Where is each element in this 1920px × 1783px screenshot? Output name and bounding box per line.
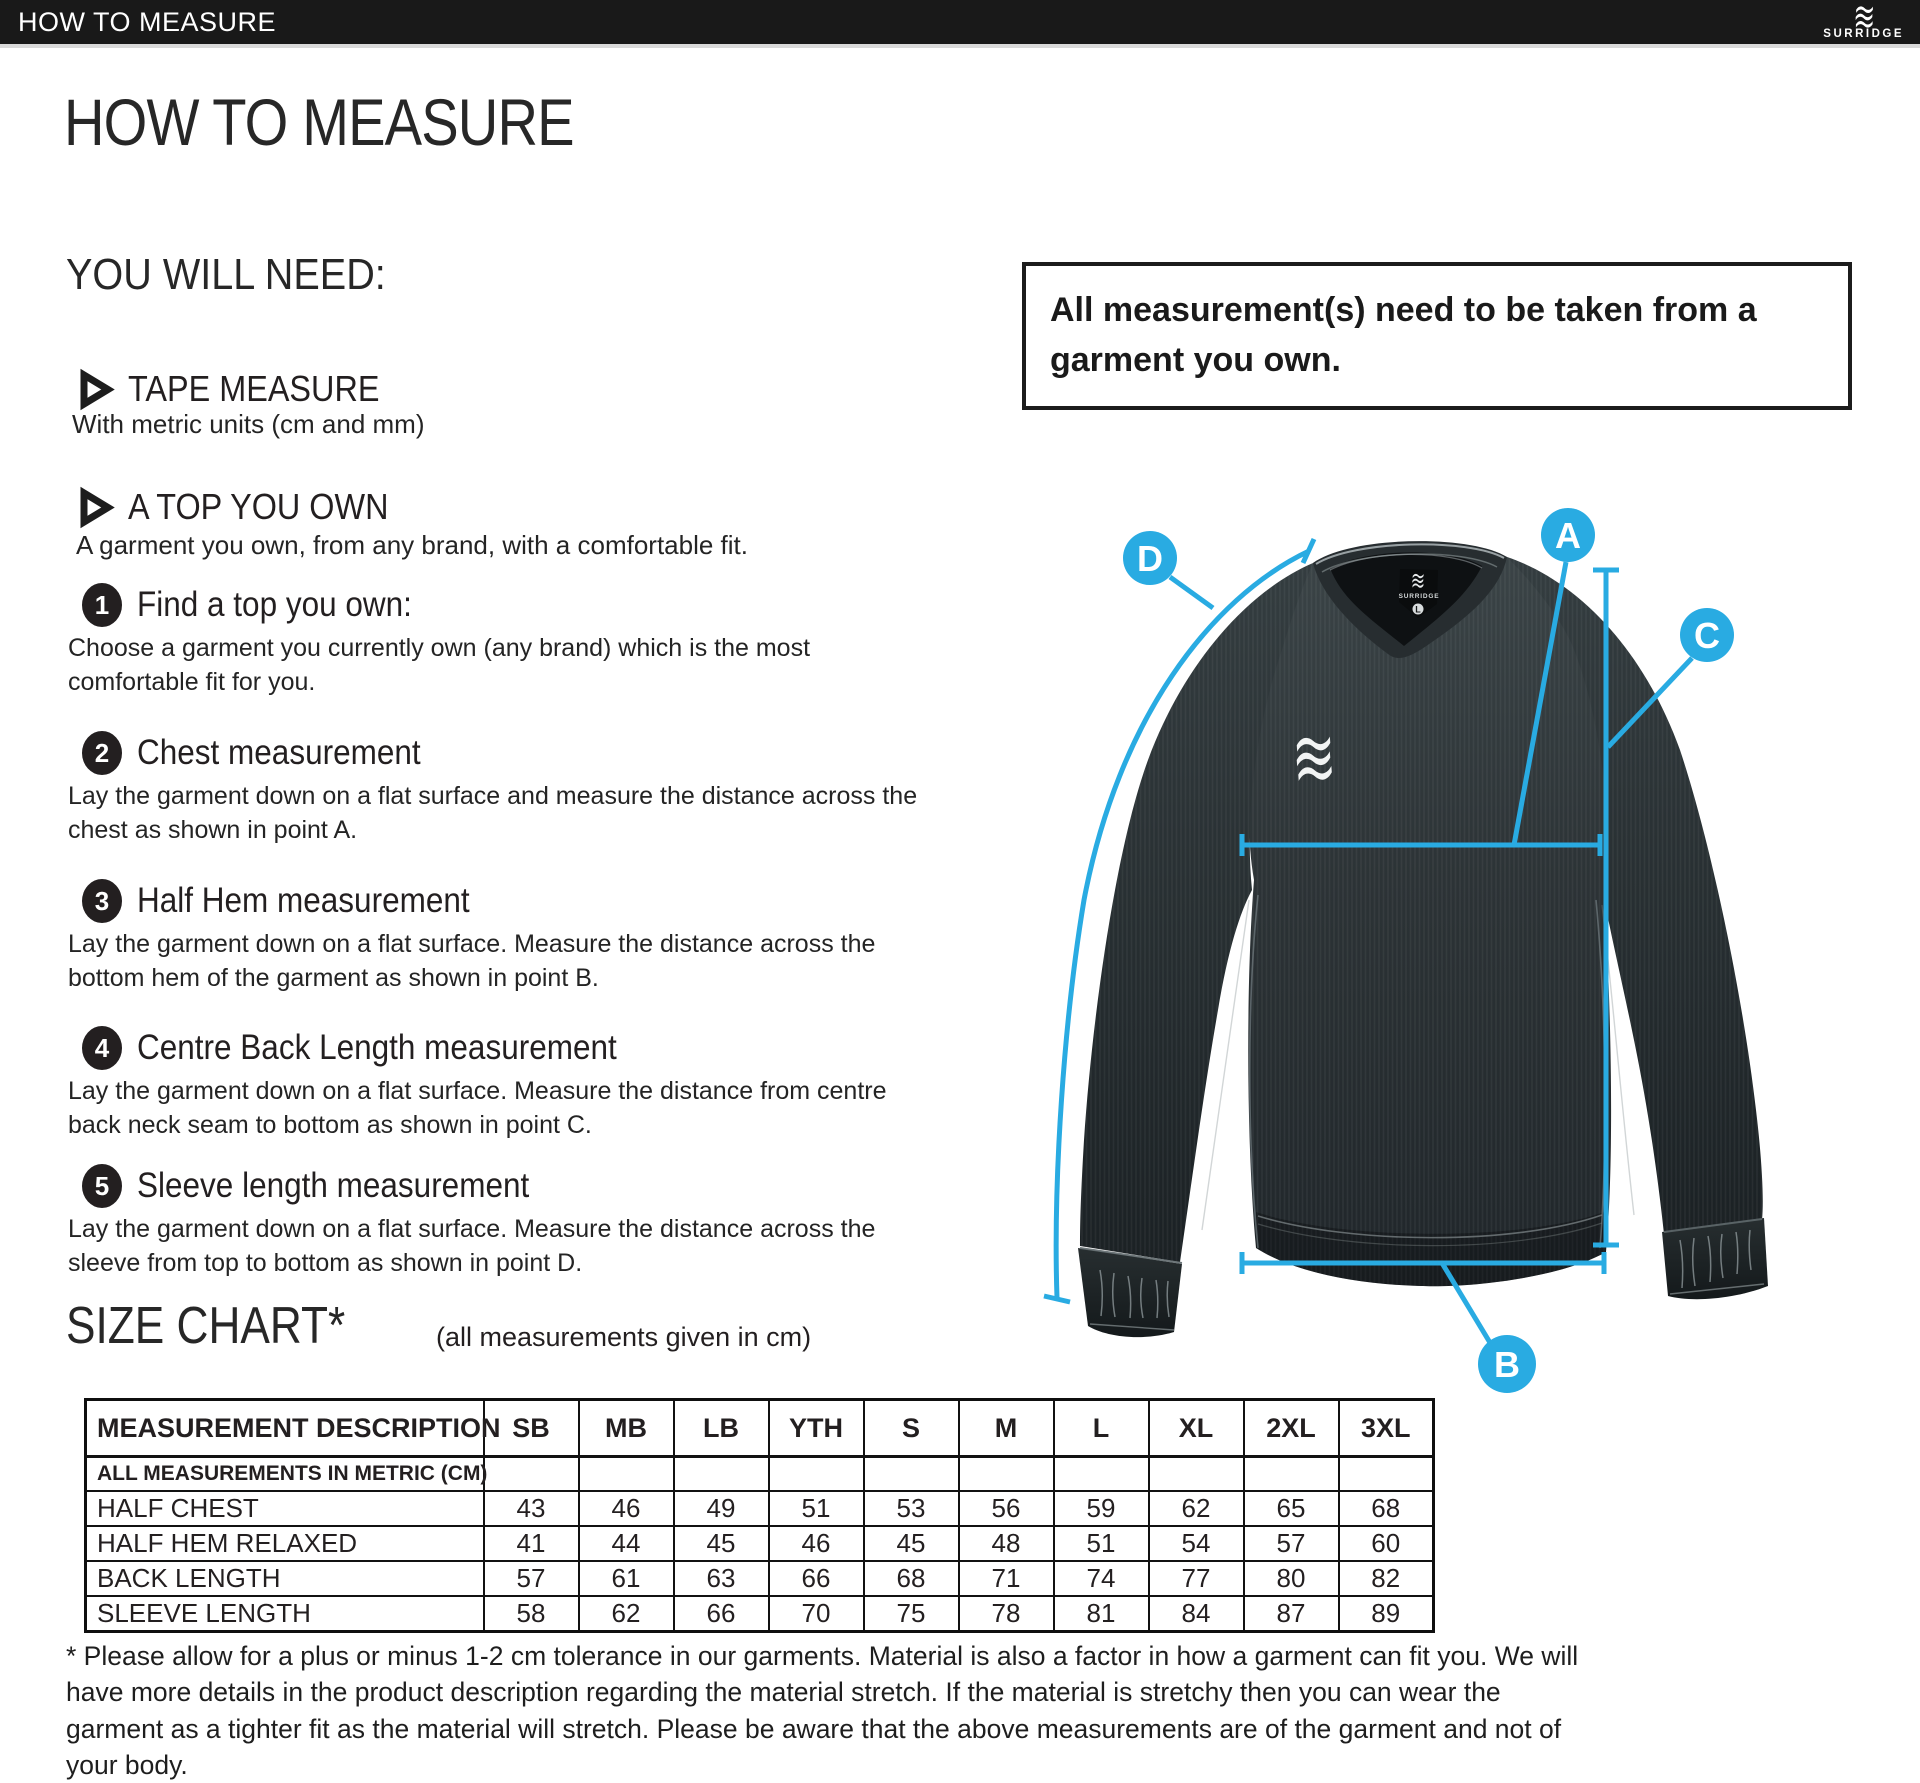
step-title: Sleeve length measurement	[137, 1166, 530, 1205]
table-note: ALL MEASUREMENTS IN METRIC (CM)	[86, 1457, 484, 1492]
table-row	[86, 1491, 1434, 1526]
measurement-notice-box	[1022, 262, 1852, 410]
chest-logo-s	[1295, 736, 1333, 781]
cell-value: 87	[1244, 1596, 1339, 1632]
you-will-need-heading: YOU WILL NEED:	[66, 250, 386, 299]
cell-value: 68	[864, 1561, 959, 1596]
neck-label-size: L	[1415, 604, 1421, 615]
column-header: MEASUREMENT DESCRIPTION	[86, 1400, 484, 1457]
cell-value: 62	[579, 1596, 674, 1632]
step-number-badge: 5	[82, 1164, 122, 1208]
page-title: HOW TO MEASURE	[64, 85, 574, 159]
neck-label-brand: SURRIDGE	[1398, 593, 1440, 600]
cell-value: 57	[484, 1561, 579, 1596]
cell-value: 61	[579, 1561, 674, 1596]
step-1-header	[82, 583, 442, 627]
cell-value: 62	[1149, 1491, 1244, 1526]
column-header: M	[959, 1400, 1054, 1457]
column-header: S	[864, 1400, 959, 1457]
column-header: XL	[1149, 1400, 1244, 1457]
cell-value: 78	[959, 1596, 1054, 1632]
cell-value: 45	[674, 1526, 769, 1561]
point-label-c: C	[1694, 615, 1720, 656]
cell-value: 56	[959, 1491, 1054, 1526]
table-row	[86, 1526, 1434, 1561]
cell-value: 81	[1054, 1596, 1149, 1632]
cell-value: 71	[959, 1561, 1054, 1596]
row-label: BACK LENGTH	[86, 1561, 484, 1596]
step-number-badge: 2	[82, 731, 122, 775]
cell-value: 70	[769, 1596, 864, 1632]
row-label: SLEEVE LENGTH	[86, 1596, 484, 1632]
column-header: MB	[579, 1400, 674, 1457]
need-item-tape-measure	[80, 368, 407, 410]
size-chart-table	[84, 1398, 1435, 1633]
tolerance-footnote: * Please allow for a plus or minus 1-2 cm tolerance in our garments. Material is also a factor in how a garment can fit you. We will have more details in the product description regarding the material stretch. If the material is stretchy then you can wear the garment as a tighter fit as the material will stretch. Please be aware that the above measurements are of the garment and not of your body.	[66, 1641, 1579, 1780]
step-4-description: Lay the garment down on a flat surface. Measure the distance from centre back neck seam to bottom as shown in point C.	[68, 1077, 887, 1139]
cell-value: 45	[864, 1526, 959, 1561]
cell-value: 84	[1149, 1596, 1244, 1632]
step-title: Half Hem measurement	[137, 881, 470, 920]
size-chart-heading: SIZE CHART*	[66, 1297, 346, 1355]
brand-logo	[1823, 5, 1920, 40]
step-number-badge: 3	[82, 879, 122, 923]
cell-value: 53	[864, 1491, 959, 1526]
need-item-top-you-own	[80, 486, 417, 528]
table-row	[86, 1596, 1434, 1632]
step-1-description: Choose a garment you currently own (any brand) which is the most comfortable fit for you.	[68, 634, 811, 696]
cell-value: 44	[579, 1526, 674, 1561]
surridge-s-icon	[1851, 5, 1877, 29]
table-note-row	[86, 1457, 1434, 1492]
need-item-description: With metric units (cm and mm)	[72, 409, 425, 439]
cell-value: 57	[1244, 1526, 1339, 1561]
step-2-header	[82, 731, 452, 775]
sweater-torso	[1248, 545, 1632, 1286]
cell-value: 89	[1339, 1596, 1434, 1632]
point-label-d: D	[1137, 538, 1163, 579]
point-label-a: A	[1555, 515, 1581, 556]
cell-value: 80	[1244, 1561, 1339, 1596]
step-number-badge: 1	[82, 583, 122, 627]
cell-value: 46	[579, 1491, 674, 1526]
step-5-header	[82, 1164, 573, 1208]
step-2-description: Lay the garment down on a flat surface and measure the distance across the chest as shown in point A.	[68, 782, 918, 844]
cell-value: 58	[484, 1596, 579, 1632]
cell-value: 46	[769, 1526, 864, 1561]
cell-value: 77	[1149, 1561, 1244, 1596]
table-row	[86, 1561, 1434, 1596]
cell-value: 43	[484, 1491, 579, 1526]
row-label: HALF CHEST	[86, 1491, 484, 1526]
cell-value: 51	[1054, 1526, 1149, 1561]
brand-name: SURRIDGE	[1823, 27, 1904, 40]
cell-value: 75	[864, 1596, 959, 1632]
triangle-bullet-icon	[80, 489, 113, 526]
cell-value: 63	[674, 1561, 769, 1596]
cell-value: 51	[769, 1491, 864, 1526]
point-label-b: B	[1494, 1344, 1520, 1385]
cell-value: 59	[1054, 1491, 1149, 1526]
cell-value: 66	[674, 1596, 769, 1632]
step-3-header	[82, 879, 507, 923]
step-3-description: Lay the garment down on a flat surface. Measure the distance across the bottom hem of the garment as shown in point B.	[68, 930, 876, 992]
cell-value: 66	[769, 1561, 864, 1596]
cell-value: 48	[959, 1526, 1054, 1561]
step-number-badge: 4	[82, 1026, 122, 1070]
need-item-title: TAPE MEASURE	[128, 368, 380, 409]
column-header: 2XL	[1244, 1400, 1339, 1457]
step-title: Find a top you own:	[137, 585, 412, 624]
size-chart-subheading: (all measurements given in cm)	[436, 1322, 812, 1352]
cell-value: 65	[1244, 1491, 1339, 1526]
need-item-description: A garment you own, from any brand, with a comfortable fit.	[76, 530, 748, 560]
need-item-title: A TOP YOU OWN	[128, 486, 389, 527]
cell-value: 49	[674, 1491, 769, 1526]
garment-measurement-diagram	[1000, 420, 1920, 1420]
cell-value: 82	[1339, 1561, 1434, 1596]
cell-value: 41	[484, 1526, 579, 1561]
column-header: 3XL	[1339, 1400, 1434, 1457]
cell-value: 60	[1339, 1526, 1434, 1561]
triangle-bullet-icon	[80, 371, 113, 408]
row-label: HALF HEM RELAXED	[86, 1526, 484, 1561]
step-title: Chest measurement	[137, 733, 421, 772]
column-header: SB	[484, 1400, 579, 1457]
top-bar	[0, 0, 1920, 48]
column-header: YTH	[769, 1400, 864, 1457]
d-pointer-line	[1170, 577, 1213, 608]
top-bar-title: HOW TO MEASURE	[18, 6, 277, 37]
step-title: Centre Back Length measurement	[137, 1028, 617, 1067]
step-5-description: Lay the garment down on a flat surface. Measure the distance across the sleeve from top to bottom as shown in point D.	[68, 1215, 876, 1277]
step-4-header	[82, 1026, 670, 1070]
cell-value: 74	[1054, 1561, 1149, 1596]
cell-value: 68	[1339, 1491, 1434, 1526]
cell-value: 54	[1149, 1526, 1244, 1561]
table-header-row	[86, 1400, 1434, 1457]
column-header: L	[1054, 1400, 1149, 1457]
notice-text: All measurement(s) need to be taken from a garment you own.	[1050, 291, 1757, 379]
column-header: LB	[674, 1400, 769, 1457]
